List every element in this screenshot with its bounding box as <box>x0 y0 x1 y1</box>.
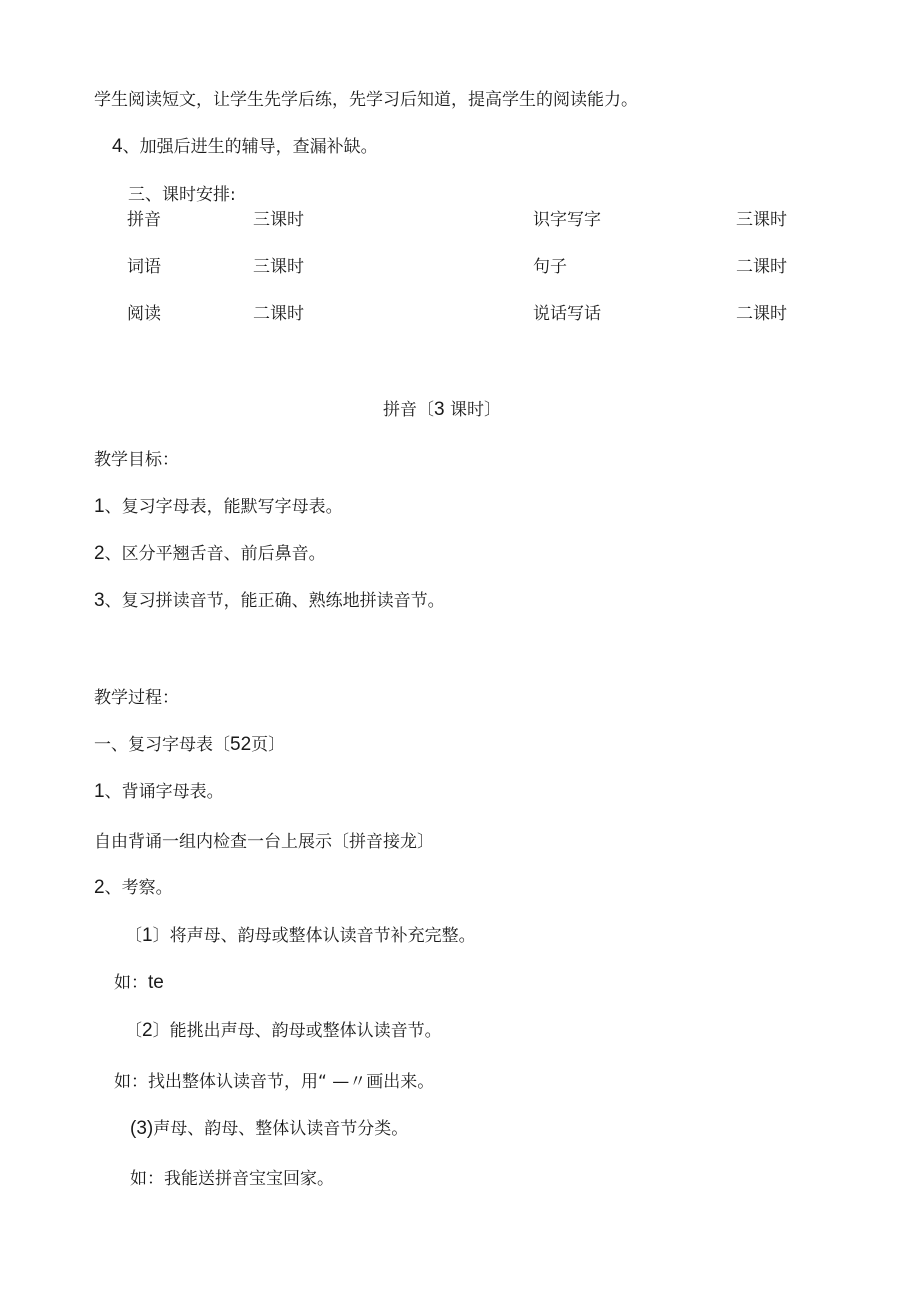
goal-item <box>94 590 445 612</box>
item-number: 2 <box>94 543 105 564</box>
schedule-heading: 三、课时安排: <box>128 185 236 205</box>
item-text: 、复习字母表，能默写字母表。 <box>104 497 343 517</box>
process-part-1 <box>94 734 285 756</box>
schedule-subject: 阅读 <box>127 304 161 324</box>
section-title-text: 课时〕 <box>449 400 501 420</box>
schedule-hours: 二课时 <box>736 304 787 324</box>
schedule-subject: 拼音 <box>127 210 161 230</box>
page-number: 52 <box>230 734 252 755</box>
schedule-hours: 三课时 <box>736 210 787 230</box>
section-title-number: 3 <box>434 399 445 420</box>
goal-item <box>94 543 326 565</box>
process-sub-2 <box>125 1020 442 1042</box>
intro-line: 学生阅读短文，让学生先学后练，先学习后知道，提高学生的阅读能力。 <box>94 90 638 110</box>
sub-text: 〕能挑出声母、韵母或整体认读音节。 <box>152 1021 442 1041</box>
example-3: 如：我能送拼音宝宝回家。 <box>130 1169 334 1189</box>
item-text: 、区分平翘舌音、前后鼻音。 <box>104 544 326 564</box>
example-2: 如：找出整体认读音节，用“ —〃画出来。 <box>114 1072 435 1092</box>
process-sub-3 <box>130 1118 408 1140</box>
schedule-subject: 识字写字 <box>533 210 601 230</box>
goal-item <box>94 496 343 518</box>
process-step-2 <box>94 877 173 899</box>
example-1 <box>114 972 164 994</box>
schedule-subject: 词语 <box>127 257 161 277</box>
sub-number: 2 <box>142 1020 153 1041</box>
intro-item-4 <box>112 136 378 158</box>
section-title <box>383 399 501 421</box>
sub-text: 〕将声母、韵母或整体认读音节补充完整。 <box>152 926 476 946</box>
schedule-hours: 二课时 <box>736 257 787 277</box>
part-text: 一、复习字母表〔 <box>94 735 230 755</box>
schedule-hours: 三课时 <box>253 257 304 277</box>
sub-text: 声母、韵母、整体认读音节分类。 <box>153 1119 409 1139</box>
item-text: 、背诵字母表。 <box>104 782 224 802</box>
sub-number: 1 <box>142 925 153 946</box>
item-text: 、复习拼读音节，能正确、熟练地拼读音节。 <box>104 591 445 611</box>
section-title-text: 拼音〔 <box>383 400 434 420</box>
item-text: 、加强后进生的辅导，查漏补缺。 <box>122 137 378 157</box>
sub-bracket: 〔 <box>125 926 142 946</box>
goals-heading: 教学目标： <box>94 450 179 470</box>
sub-bracket: 〔 <box>125 1021 142 1041</box>
item-number: 2 <box>94 877 105 898</box>
example-value: te <box>148 972 164 993</box>
schedule-subject: 句子 <box>533 257 567 277</box>
schedule-subject: 说话写话 <box>533 304 601 324</box>
example-label: 如： <box>114 973 148 993</box>
schedule-hours: 三课时 <box>253 210 304 230</box>
sub-number: (3) <box>130 1118 154 1139</box>
schedule-hours: 二课时 <box>253 304 304 324</box>
process-heading: 教学过程： <box>94 688 179 708</box>
part-text: 页〕 <box>251 735 286 755</box>
item-text: 、考察。 <box>104 878 173 898</box>
process-step-1-detail: 自由背诵一组内检查一台上展示〔拼音接龙〕 <box>94 832 434 852</box>
item-number: 1 <box>94 781 105 802</box>
item-number: 3 <box>94 590 105 611</box>
item-number: 1 <box>94 496 105 517</box>
process-step-1 <box>94 781 224 803</box>
item-number: 4 <box>112 136 123 157</box>
process-sub-1 <box>125 925 476 947</box>
